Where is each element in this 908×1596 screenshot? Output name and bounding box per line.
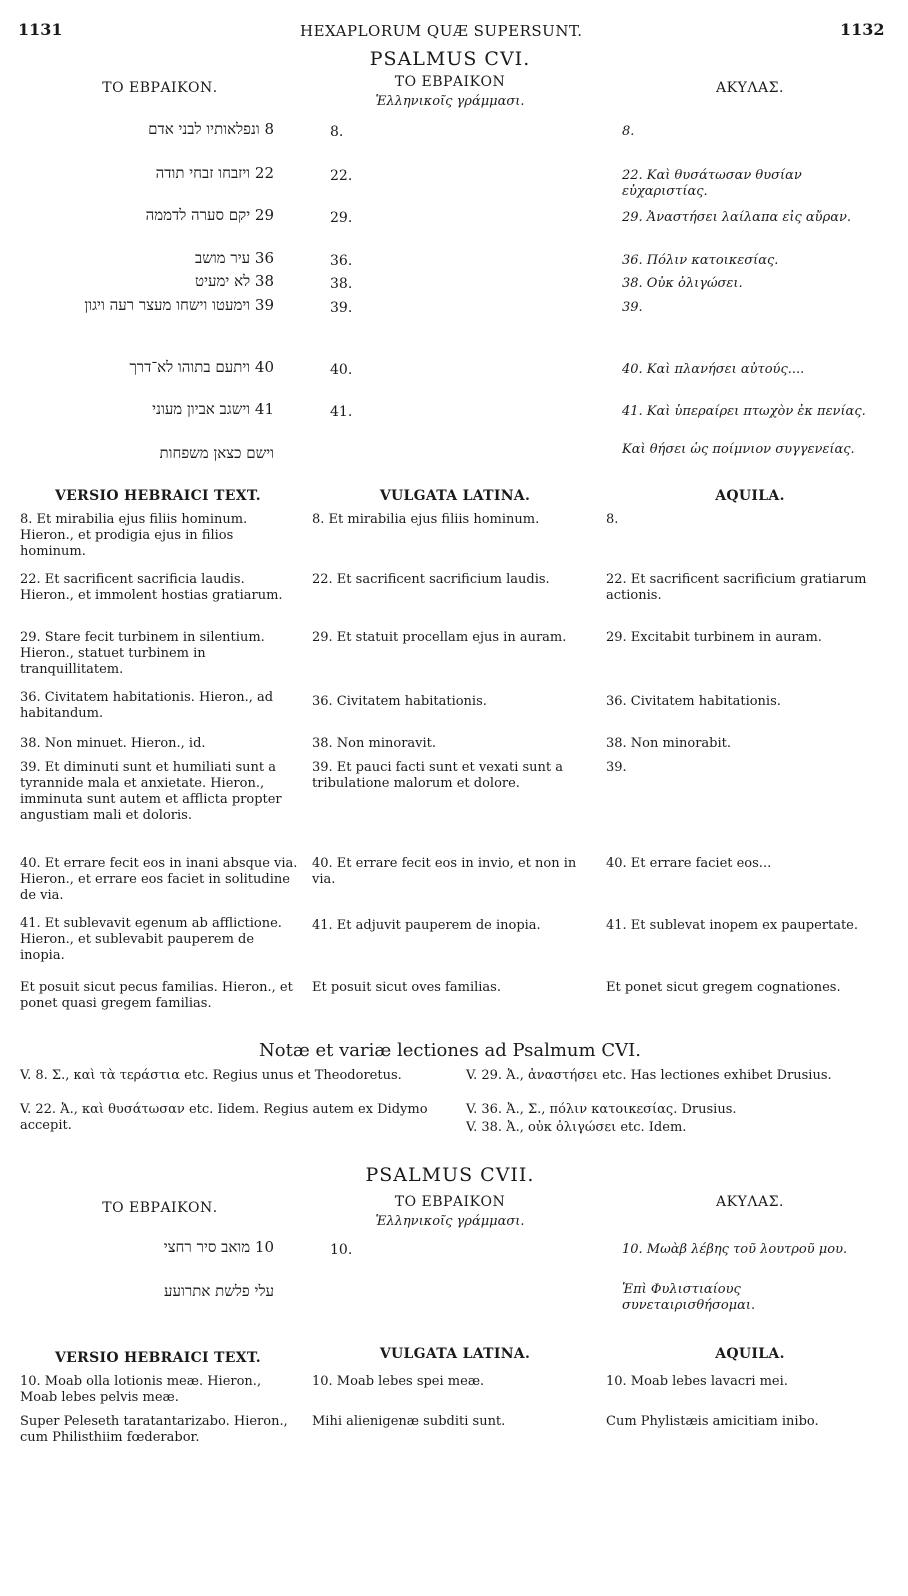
running-title: HEXAPLORUM QUÆ SUPERSUNT. <box>300 22 583 40</box>
latin-vulgata-para: 41. Et adjuvit pauperem de inopia. <box>312 918 541 933</box>
hebrew-line: 8 ונפלאותיו לבני אדם <box>148 120 274 138</box>
note-item: V. 36. Ἀ., Σ., πόλιν κατοικεσίας. Drusius. <box>466 1102 737 1117</box>
psalm-107-title: PSALMUS CVII. <box>365 1164 535 1186</box>
psalm-106-title: PSALMUS CVI. <box>369 48 531 70</box>
note-item: V. 22. Ἀ., καὶ θυσάτωσαν etc. Iidem. Regius autem ex Didymo accepit. <box>20 1102 428 1133</box>
hebrew-line: 39 וימעטו וישחו מעצר רעה ויגון <box>84 296 274 314</box>
aquila-greek-line: 41. Καὶ ὑπεραίρει πτωχὸν ἐκ πενίας. <box>622 404 866 419</box>
hebrew-line: עלי פלשת אתרועע <box>164 1282 274 1300</box>
latin-head-vulgata: VULGATA LATINA. <box>379 488 531 504</box>
latin-vulgata-para: 40. Et errare fecit eos in invio, et non in via. <box>312 856 577 887</box>
latin-aquila-para: Cum Phylistæis amicitiam inibo. <box>606 1414 819 1429</box>
latin-head-vulgata: VULGATA LATINA. <box>379 1346 531 1362</box>
col-sub-translit: Ἑλληνικοῖς γράμμασι. <box>375 94 525 109</box>
col-head-hebrew: ΤΟ ΕΒΡΑΙΚΟΝ. <box>102 80 218 96</box>
latin-aquila-para: 10. Moab lebes lavacri mei. <box>606 1374 788 1389</box>
page-number-right: 1132 <box>840 20 885 39</box>
latin-hebrew-para: 41. Et sublevavit egenum ab afflictione. Hieron., et sublevabit pauperem de inopia. <box>20 916 282 963</box>
latin-vulgata-para: 29. Et statuit procellam ejus in auram. <box>312 630 567 645</box>
aquila-greek-line: 10. Μωὰβ λέβης τοῦ λουτροῦ μου. <box>622 1242 848 1257</box>
aquila-greek-line: Καὶ θήσει ὡς ποίμνιον συγγενείας. <box>622 442 855 457</box>
latin-hebrew-para: 38. Non minuet. Hieron., id. <box>20 736 206 751</box>
translit-line: 10. <box>330 1242 353 1258</box>
translit-line: 41. <box>330 404 353 420</box>
col-head-translit: ΤΟ ΕΒΡΑΙΚΟΝ <box>394 1194 506 1210</box>
latin-vulgata-para: 38. Non minoravit. <box>312 736 437 751</box>
latin-head-hebrew: VERSIO HEBRAICI TEXT. <box>55 1350 261 1366</box>
col-sub-translit: Ἑλληνικοῖς γράμμασι. <box>375 1214 525 1229</box>
translit-line: 8. <box>330 124 344 140</box>
hebrew-line: 29 יקם סערה לדממה <box>145 206 274 224</box>
page-number-left: 1131 <box>18 20 63 39</box>
latin-aquila-para: 29. Excitabit turbinem in auram. <box>606 630 822 645</box>
hebrew-line: 22 ויזבחו זבחי תודה <box>155 164 274 182</box>
col-head-aquila: ΑΚΥΛΑΣ. <box>716 80 784 96</box>
translit-line: 39. <box>330 300 353 316</box>
latin-hebrew-para: 10. Moab olla lotionis meæ. Hieron., Moab lebes pelvis meæ. <box>20 1374 262 1405</box>
translit-line: 22. <box>330 168 353 184</box>
latin-aquila-para: 8. <box>606 512 619 527</box>
latin-vulgata-para: 39. Et pauci facti sunt et vexati sunt a tribulatione malorum et dolore. <box>312 760 564 791</box>
latin-head-aquila: AQUILA. <box>715 1346 785 1362</box>
latin-vulgata-para: 10. Moab lebes spei meæ. <box>312 1374 485 1389</box>
hebrew-line: 38 לא ימעיט <box>195 272 274 290</box>
aquila-greek-line: 36. Πόλιν κατοικεσίας. <box>622 253 779 268</box>
latin-hebrew-para: Et posuit sicut pecus familias. Hieron., et ponet quasi gregem familias. <box>20 980 293 1011</box>
latin-hebrew-para: Super Peleseth taratantarizabo. Hieron., cum Philisthiim fœderabor. <box>20 1414 288 1445</box>
latin-vulgata-para: 8. Et mirabilia ejus filiis hominum. <box>312 512 540 527</box>
aquila-greek-line: Ἐπὶ Φυλιστιαίους συνεταιρισθήσομαι. <box>622 1282 756 1313</box>
hebrew-line: וישם כצאן משפחות <box>159 444 274 462</box>
latin-hebrew-para: 8. Et mirabilia ejus filiis hominum. Hieron., et prodigia ejus in filios hominum. <box>20 512 248 559</box>
latin-vulgata-para: 22. Et sacrificent sacrificium laudis. <box>312 572 550 587</box>
latin-aquila-para: 40. Et errare faciet eos... <box>606 856 772 871</box>
latin-aquila-para: 36. Civitatem habitationis. <box>606 694 781 709</box>
aquila-greek-line: 40. Καὶ πλανήσει αὐτούς.... <box>622 362 805 377</box>
latin-hebrew-para: 36. Civitatem habitationis. Hieron., ad habitandum. <box>20 690 274 721</box>
hebrew-line: 40 ויתעם בתוהו לא־דרך <box>129 358 274 376</box>
latin-hebrew-para: 39. Et diminuti sunt et humiliati sunt a tyrannide mala et anxietate. Hieron., imminuta sunt autem et afflicta propter angustiam mali et doloris. <box>20 760 282 823</box>
col-head-hebrew: ΤΟ ΕΒΡΑΙΚΟΝ. <box>102 1200 218 1216</box>
latin-vulgata-para: Mihi alienigenæ subditi sunt. <box>312 1414 506 1429</box>
latin-hebrew-para: 29. Stare fecit turbinem in silentium. Hieron., statuet turbinem in tranquillitatem. <box>20 630 265 677</box>
hebrew-line: 10 מואב סיר רחצי <box>163 1238 274 1256</box>
latin-aquila-para: 39. <box>606 760 627 775</box>
latin-aquila-para: 41. Et sublevat inopem ex paupertate. <box>606 918 859 933</box>
aquila-greek-line: 22. Καὶ θυσάτωσαν θυσίαν εὐχαριστίας. <box>622 168 802 199</box>
hebrew-line: 41 וישגב אביון מעוני <box>152 400 274 418</box>
latin-aquila-para: Et ponet sicut gregem cognationes. <box>606 980 841 995</box>
hebrew-line: 36 עיר מושב <box>195 249 274 267</box>
latin-vulgata-para: Et posuit sicut oves familias. <box>312 980 501 995</box>
col-head-aquila: ΑΚΥΛΑΣ. <box>716 1194 784 1210</box>
translit-line: 40. <box>330 362 353 378</box>
latin-aquila-para: 38. Non minorabit. <box>606 736 731 751</box>
aquila-greek-line: 39. <box>622 300 643 315</box>
note-item: V. 29. Ἀ., ἀναστήσει etc. Has lectiones exhibet Drusius. <box>466 1068 832 1083</box>
latin-head-hebrew: VERSIO HEBRAICI TEXT. <box>55 488 261 504</box>
col-head-translit: ΤΟ ΕΒΡΑΙΚΟΝ <box>394 74 506 90</box>
aquila-greek-line: 8. <box>622 124 635 139</box>
note-item: V. 38. Ἀ., οὐκ ὀλιγώσει etc. Idem. <box>466 1120 687 1135</box>
translit-line: 38. <box>330 276 353 292</box>
translit-line: 29. <box>330 210 353 226</box>
aquila-greek-line: 38. Οὐκ ὀλιγώσει. <box>622 276 743 291</box>
latin-hebrew-para: 40. Et errare fecit eos in inani absque via. Hieron., et errare eos faciet in solitudine de via. <box>20 856 298 903</box>
latin-vulgata-para: 36. Civitatem habitationis. <box>312 694 487 709</box>
note-item: V. 8. Σ., καὶ τὰ τεράστια etc. Regius unus et Theodoretus. <box>20 1068 402 1083</box>
notes-title: Notæ et variæ lectiones ad Psalmum CVI. <box>259 1040 641 1061</box>
translit-line: 36. <box>330 253 353 269</box>
latin-hebrew-para: 22. Et sacrificent sacrificia laudis. Hieron., et immolent hostias gratiarum. <box>20 572 283 603</box>
latin-aquila-para: 22. Et sacrificent sacrificium gratiarum actionis. <box>606 572 867 603</box>
latin-head-aquila: AQUILA. <box>715 488 785 504</box>
aquila-greek-line: 29. Ἀναστήσει λαίλαπα εἰς αὔραν. <box>622 210 852 225</box>
